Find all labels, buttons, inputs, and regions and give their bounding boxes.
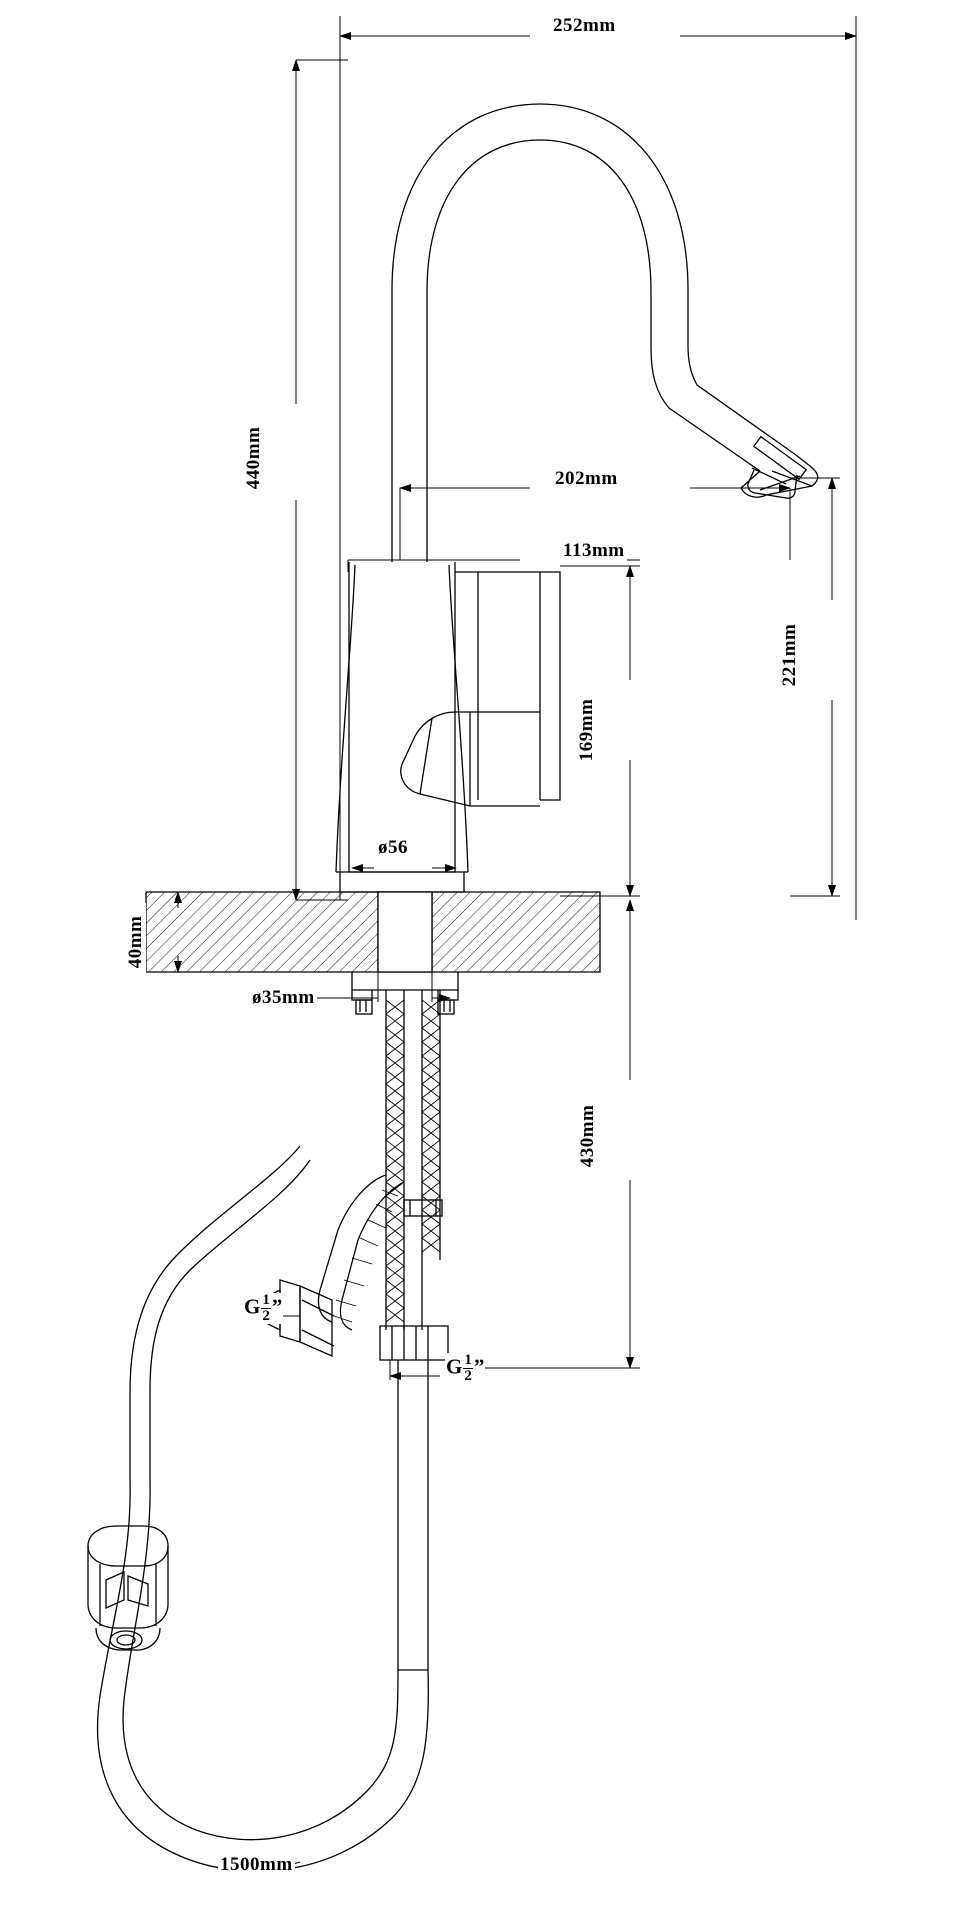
dimension-label-spout-reach: 202mm xyxy=(555,468,618,489)
thread-prefix: G xyxy=(244,1294,261,1319)
dimension-label-spout-outlet-height: 221mm xyxy=(780,608,800,702)
dimension-label-base-diameter: ø56 xyxy=(378,837,408,858)
thread-fraction: $\frac{1}{2}$ xyxy=(262,1292,270,1324)
thread-fraction: $\frac{1}{2}$ xyxy=(464,1352,472,1384)
thread-callout-supply-thread-right xyxy=(445,1353,485,1384)
thread-suffix: ” xyxy=(473,1354,485,1379)
thread-suffix: ” xyxy=(271,1294,283,1319)
dimension-label-overall-height: 440mm xyxy=(244,411,264,505)
dimension-label-handle-height: 169mm xyxy=(577,683,597,777)
dimension-label-mounting-hole-diameter: ø35mm xyxy=(252,987,315,1008)
thread-callout-supply-thread-left xyxy=(243,1293,283,1324)
dimension-label-overall-width: 252mm xyxy=(553,15,616,36)
faucet-outline xyxy=(88,104,818,1871)
dimension-label-handle-reach: 113mm xyxy=(563,540,625,561)
dimension-label-hose-length-below-deck: 430mm xyxy=(578,1089,598,1183)
dimension-label-pull-out-hose-length: 1500mm xyxy=(220,1854,293,1875)
dimension-label-counter-thickness: 40mm xyxy=(126,903,146,981)
thread-prefix: G xyxy=(446,1354,463,1379)
